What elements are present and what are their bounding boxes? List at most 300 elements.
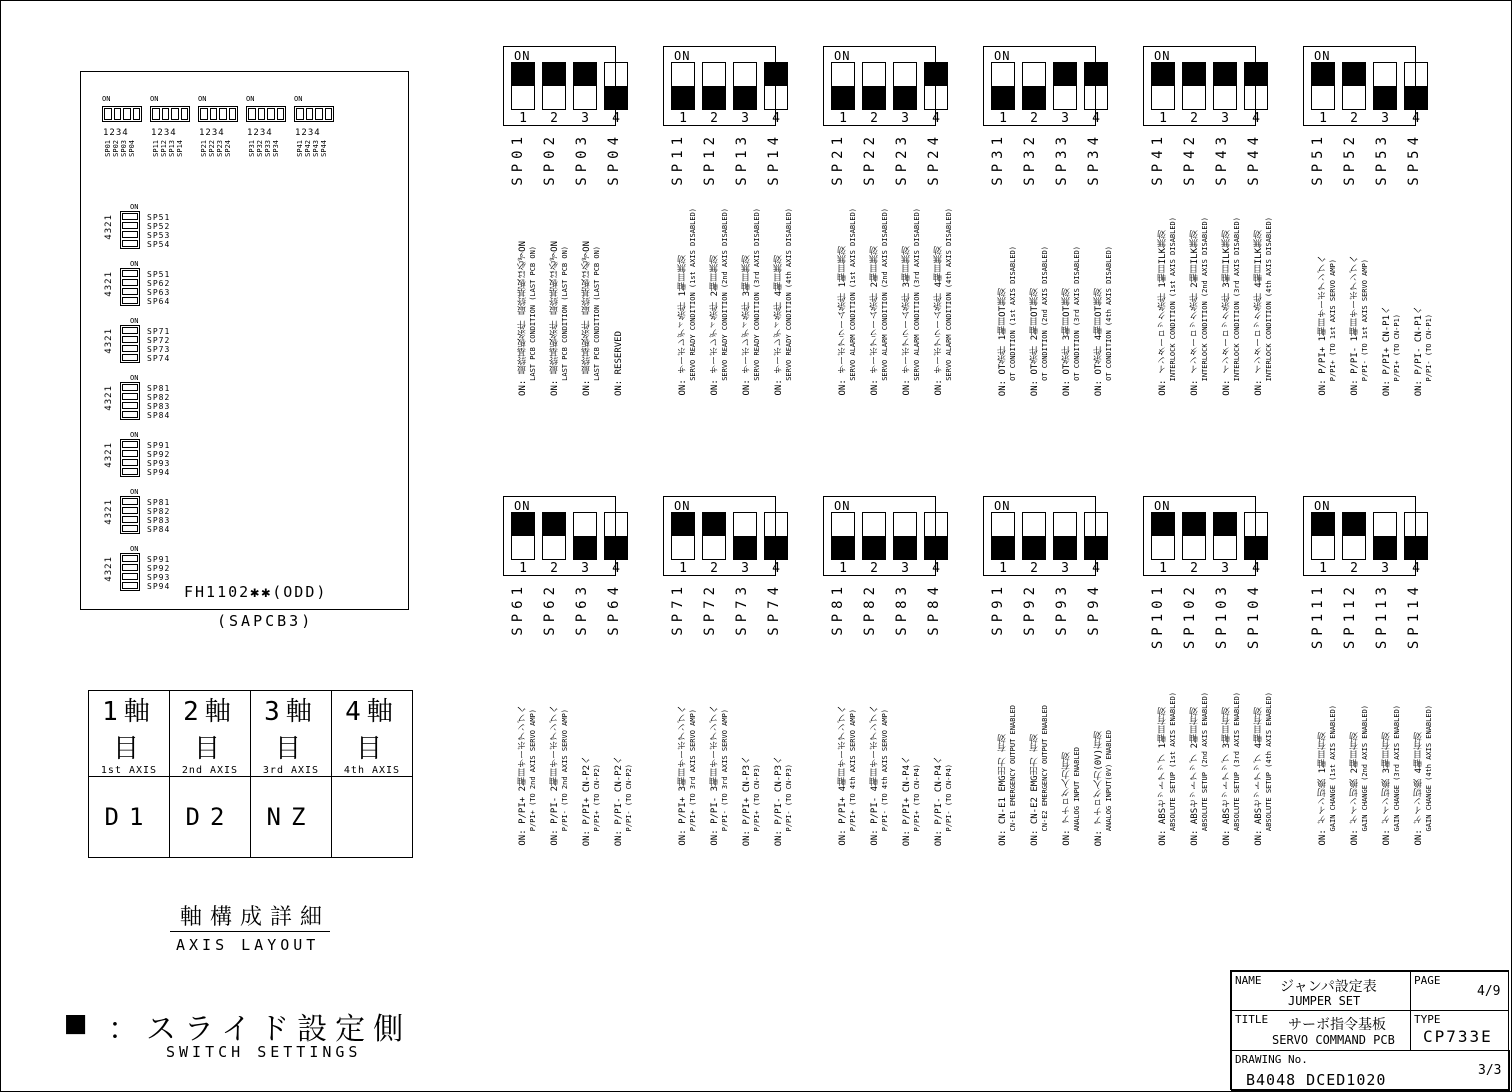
switch-desc-en: OT CONDITION (4th AXIS DISABLED) — [1105, 246, 1113, 381]
switch-desc-en: GAIN CHANGE (2nd AXIS ENABLED) — [1361, 704, 1369, 831]
dip-switch-number: 2 — [1350, 111, 1358, 126]
pcb-side-label: SP62 — [147, 279, 171, 288]
dip-switch-SP61 — [503, 496, 620, 576]
pcb-side-switch-pos — [122, 384, 138, 391]
dip-switch-slider — [1214, 63, 1236, 86]
dip-switch-number: 4 — [772, 111, 780, 126]
switch-label: SP101 — [1150, 582, 1166, 650]
dip-switch-slider — [605, 86, 627, 109]
dip-switch-position — [1151, 62, 1175, 110]
board-sub: (SAPCB3) — [217, 612, 314, 630]
dip-switch-slider — [1343, 513, 1365, 536]
pcb-top-label: SP33 — [264, 140, 272, 157]
pcb-side-switch-pos — [122, 555, 138, 562]
dip-switch-position — [542, 62, 566, 110]
switch-desc-en: SERVO ALARM CONDITION (3rd AXIS DISABLED) — [913, 208, 921, 381]
pcb-side-switch-2 — [120, 325, 140, 363]
dip-switch-slider — [925, 536, 947, 559]
pcb-side-label: SP73 — [147, 345, 171, 354]
dip-switch-number: 4 — [1252, 111, 1260, 126]
dip-switch-position — [831, 512, 855, 560]
switch-desc-en: SERVO READY CONDITION (4th AXIS DISABLED) — [785, 208, 793, 381]
pcb-side-switch-6 — [120, 553, 140, 591]
pcb-side-label: SP52 — [147, 222, 171, 231]
dip-switch-number: 1 — [519, 561, 527, 576]
pcb-top-label: SP31 — [248, 140, 256, 157]
dip-switch-slider — [734, 536, 756, 559]
switch-label: SP23 — [894, 132, 910, 186]
switch-desc-jp: ON: ABSセットアップ 2軸目有効 — [1190, 707, 1200, 846]
dip-switch-position — [862, 62, 886, 110]
pcb-top-switch-pos — [306, 108, 314, 120]
switch-desc-en: P/PI+ (TO 1st AXIS SERVO AMP) — [1329, 258, 1337, 381]
switch-desc-jp: ON: RESERVED — [614, 330, 624, 396]
pcb-side-switch-pos — [122, 213, 138, 220]
dip-switch-slider — [894, 86, 916, 109]
pcb-side-switch-pos — [122, 564, 138, 571]
dip-switch-slider — [1405, 86, 1427, 109]
dip-switch-number: 3 — [1061, 561, 1069, 576]
switch-desc-en: SERVO READY CONDITION (1st AXIS DISABLED) — [689, 208, 697, 381]
dip-switch-number: 1 — [1319, 111, 1327, 126]
switch-desc-en: P/PI+ (TO 4th AXIS SERVO AMP) — [849, 708, 857, 831]
dip-switch-position — [1342, 62, 1366, 110]
dip-switch-slider — [543, 513, 565, 536]
switch-desc-en: P/PI- (TO 3rd AXIS SERVO AMP) — [721, 708, 729, 831]
pcb-top-nums-0: 1234 — [103, 128, 129, 138]
dip-switch-number: 4 — [1092, 561, 1100, 576]
dip-switch-number: 4 — [932, 561, 940, 576]
switch-desc-en: P/PI+ (TO CN-P4) — [913, 763, 921, 831]
switch-label: SP42 — [1182, 132, 1198, 186]
switch-desc-jp: ON: ABSセットアップ 3軸目有効 — [1222, 707, 1232, 846]
pcb-top-nums-3: 1234 — [247, 128, 273, 138]
dip-switch-position — [924, 512, 948, 560]
switch-desc-jp: ON: P/PI- 2軸目サーボアンプへ — [550, 705, 560, 846]
pcb-side-switch-pos — [122, 525, 138, 532]
dip-switch-slider — [992, 536, 1014, 559]
title-cell: TITLE サーボ指令基板 SERVO COMMAND PCB — [1231, 1010, 1411, 1051]
pcb-side-label: SP74 — [147, 354, 171, 363]
dip-switch-slider — [1085, 63, 1107, 86]
switch-desc-en: GAIN CHANGE (3rd AXIS ENABLED) — [1393, 704, 1401, 831]
pcb-top-switch-1 — [150, 106, 190, 122]
dip-switch-number: 4 — [932, 111, 940, 126]
dip-switch-number: 3 — [1381, 561, 1389, 576]
dip-switch-position — [1053, 512, 1077, 560]
switch-desc-en: LAST PCB CONDITION (LAST PCB ON) — [529, 246, 537, 381]
dip-switch-number: 1 — [1159, 111, 1167, 126]
axis-header-1: 1軸目 1st AXIS — [89, 691, 170, 777]
pcb-top-switch-pos — [267, 108, 275, 120]
dip-switch-position — [893, 62, 917, 110]
pcb-side-switch-4 — [120, 439, 140, 477]
pcb-side-label: SP93 — [147, 459, 171, 468]
switch-desc-en: INTERLOCK CONDITION (4th AXIS DISABLED) — [1265, 216, 1273, 381]
pcb-side-label: SP94 — [147, 468, 171, 477]
switch-label: SP62 — [542, 582, 558, 636]
dip-switch-slider — [1343, 63, 1365, 86]
switch-desc-jp: ON: P/PI+ 4軸目サーボアンプへ — [838, 705, 848, 846]
dip-switch-position — [542, 512, 566, 560]
switch-label: SP111 — [1310, 582, 1326, 650]
dip-switch-SP41 — [1143, 46, 1260, 126]
dip-switch-on-label: ON — [514, 499, 531, 513]
dip-switch-position — [893, 512, 917, 560]
dip-switch-position — [1373, 512, 1397, 560]
pcb-top-label: SP34 — [272, 140, 280, 157]
dip-switch-slider — [1374, 536, 1396, 559]
pcb-side-label: SP92 — [147, 450, 171, 459]
dip-switch-slider — [703, 86, 725, 109]
switch-label: SP01 — [510, 132, 526, 186]
dip-switch-slider — [574, 63, 596, 86]
switch-label: SP63 — [574, 582, 590, 636]
dip-switch-number: 2 — [1350, 561, 1358, 576]
pcb-side-label: SP82 — [147, 507, 171, 516]
pcb-side-label: SP92 — [147, 564, 171, 573]
dip-switch-slider — [574, 536, 596, 559]
dip-switch-position — [924, 62, 948, 110]
switch-desc-jp: ON: P/PI+ CN-P4へ — [902, 755, 912, 846]
switch-label: SP51 — [1310, 132, 1326, 186]
pcb-side-switch-pos — [122, 231, 138, 238]
switch-desc-en: CN-E2 EMERGENCY OUTPUT ENABLED — [1041, 704, 1049, 831]
switch-desc-jp: ON: ゲイン切換 3軸目有効 — [1382, 732, 1392, 846]
dip-switch-on-label: ON — [834, 499, 851, 513]
dip-switch-number: 3 — [741, 111, 749, 126]
dip-switch-on-label: ON — [674, 499, 691, 513]
switch-desc-jp: ON: ABSセットアップ 1軸目有効 — [1158, 707, 1168, 846]
axis-layout-underline — [170, 931, 330, 932]
switch-label: SP24 — [926, 132, 942, 186]
axis-header-2: 2軸目 2nd AXIS — [170, 691, 251, 777]
axis-value-1: D1 — [89, 777, 170, 858]
pcb-side-label: SP53 — [147, 231, 171, 240]
switch-label: SP12 — [702, 132, 718, 186]
pcb-side-switch-pos — [122, 288, 138, 295]
dip-switch-position — [1053, 62, 1077, 110]
switch-label: SP83 — [894, 582, 910, 636]
switch-desc-en: ABSOLUTE SETUP (3rd AXIS ENABLED) — [1233, 691, 1241, 831]
switch-desc-jp: ON: P/PI- 1軸目サーボアンプへ — [1350, 255, 1360, 396]
dip-switch-number: 1 — [999, 111, 1007, 126]
dip-switch-position — [1022, 512, 1046, 560]
pcb-side-nums-0: 4321 — [104, 214, 114, 240]
switch-desc-jp: ON: サーボレディ条件 4軸目無効 — [774, 255, 784, 396]
switch-label: SP92 — [1022, 582, 1038, 636]
pcb-top-switch-pos — [123, 108, 131, 120]
pcb-side-label: SP83 — [147, 402, 171, 411]
pcb-top-on-1: ON — [150, 95, 159, 103]
pcb-side-label: SP83 — [147, 516, 171, 525]
dip-switch-slider — [863, 86, 885, 109]
switch-desc-jp: ON: CN-E1 EMG出力 有効 — [998, 734, 1008, 846]
dip-switch-on-label: ON — [514, 49, 531, 63]
legend-en: SWITCH SETTINGS — [166, 1043, 362, 1061]
switch-label: SP02 — [542, 132, 558, 186]
pcb-side-label: SP93 — [147, 573, 171, 582]
switch-desc-jp: ON: P/PI+ CN-P2へ — [582, 755, 592, 846]
switch-desc-en: P/PI+ (TO 2nd AXIS SERVO AMP) — [529, 708, 537, 831]
switch-desc-jp: ON: インターロック条件 4軸目ILK無効 — [1254, 230, 1264, 396]
pcb-top-on-2: ON — [198, 95, 207, 103]
dip-switch-number: 4 — [1252, 561, 1260, 576]
switch-desc-en: P/PI- (TO CN-P4) — [945, 763, 953, 831]
dip-switch-on-label: ON — [1314, 499, 1331, 513]
pcb-top-on-0: ON — [102, 95, 111, 103]
dip-switch-number: 2 — [1190, 111, 1198, 126]
switch-desc-jp: ON: ゲイン切換 1軸目有効 — [1318, 732, 1328, 846]
switch-desc-jp: ON: アナログ入力(0V)有効 — [1094, 730, 1104, 846]
dip-switch-number: 4 — [1092, 111, 1100, 126]
dip-switch-SP111 — [1303, 496, 1420, 576]
dip-switch-position — [1404, 512, 1428, 560]
pcb-top-label: SP41 — [296, 140, 304, 157]
pcb-side-nums-3: 4321 — [104, 385, 114, 411]
pcb-side-switch-pos — [122, 441, 138, 448]
switch-desc-en: ABSOLUTE SETUP (4th AXIS ENABLED) — [1265, 691, 1273, 831]
switch-desc-jp: ON: OT条件 2軸目OT無効 — [1030, 287, 1040, 396]
dip-switch-SP101 — [1143, 496, 1260, 576]
switch-desc-jp: ON: P/PI- CN-P4へ — [934, 755, 944, 846]
axis-value-3: NZ — [251, 777, 332, 858]
switch-label: SP14 — [766, 132, 782, 186]
switch-desc-jp: ON: CN-E2 EMG出力 有効 — [1030, 734, 1040, 846]
switch-desc-en: SERVO READY CONDITION (3rd AXIS DISABLED) — [753, 208, 761, 381]
pcb-side-switch-pos — [122, 459, 138, 466]
switch-label: SP44 — [1246, 132, 1262, 186]
switch-desc-jp: ON: P/PI+ 2軸目サーボアンプへ — [518, 705, 528, 846]
dip-switch-slider — [1183, 513, 1205, 536]
dip-switch-number: 3 — [1381, 111, 1389, 126]
axis-value-4 — [332, 777, 413, 858]
pcb-side-switch-pos — [122, 354, 138, 361]
pcb-top-switch-pos — [200, 108, 208, 120]
pcb-top-switch-pos — [229, 108, 237, 120]
pcb-top-switch-2 — [198, 106, 238, 122]
switch-desc-jp: ON: P/PI+ CN-P3へ — [742, 755, 752, 846]
switch-desc-jp: ON: ゲイン切換 4軸目有効 — [1414, 732, 1424, 846]
dip-switch-position — [702, 62, 726, 110]
dip-switch-slider — [703, 513, 725, 536]
pcb-side-label: SP81 — [147, 384, 171, 393]
pcb-side-nums-1: 4321 — [104, 271, 114, 297]
pcb-side-nums-4: 4321 — [104, 442, 114, 468]
switch-desc-jp: ON: OT条件 4軸目OT無効 — [1094, 287, 1104, 396]
switch-label: SP91 — [990, 582, 1006, 636]
switch-desc-en: SERVO READY CONDITION (2nd AXIS DISABLED) — [721, 208, 729, 381]
pcb-side-label: SP91 — [147, 441, 171, 450]
dip-switch-position — [1404, 62, 1428, 110]
dip-switch-position — [733, 512, 757, 560]
dip-switch-position — [1151, 512, 1175, 560]
switch-desc-jp: ON: 最終基板条件 最終基板は必ずON — [582, 241, 592, 396]
dip-switch-number: 1 — [999, 561, 1007, 576]
dip-switch-on-label: ON — [1154, 49, 1171, 63]
dip-switch-slider — [512, 513, 534, 536]
dip-switch-slider — [1405, 536, 1427, 559]
dip-switch-on-label: ON — [1314, 49, 1331, 63]
dip-switch-number: 4 — [1412, 111, 1420, 126]
dip-switch-number: 3 — [1221, 111, 1229, 126]
switch-desc-en: ANALOG INPUT ENABLED — [1073, 746, 1081, 831]
pcb-side-switch-pos — [122, 507, 138, 514]
dip-switch-number: 3 — [901, 111, 909, 126]
switch-desc-jp: ON: インターロック条件 3軸目ILK無効 — [1222, 230, 1232, 396]
dip-switch-position — [1022, 62, 1046, 110]
pcb-side-on-0: ON — [130, 203, 139, 211]
dip-switch-position — [1213, 62, 1237, 110]
switch-desc-jp: ON: P/PI- 4軸目サーボアンプへ — [870, 705, 880, 846]
dip-switch-slider — [672, 513, 694, 536]
pcb-side-switch-0 — [120, 211, 140, 249]
dip-switch-slider — [1312, 513, 1334, 536]
dip-switch-position — [671, 512, 695, 560]
dip-switch-slider — [543, 63, 565, 86]
switch-label: SP34 — [1086, 132, 1102, 186]
pcb-top-switch-0 — [102, 106, 142, 122]
switch-desc-en: P/PI+ (TO 3rd AXIS SERVO AMP) — [689, 708, 697, 831]
dip-switch-slider — [894, 536, 916, 559]
dip-switch-number: 1 — [839, 561, 847, 576]
switch-label: SP82 — [862, 582, 878, 636]
pcb-side-label: SP51 — [147, 213, 171, 222]
pcb-side-switch-3 — [120, 382, 140, 420]
switch-label: SP112 — [1342, 582, 1358, 650]
dip-switch-number: 3 — [581, 561, 589, 576]
switch-label: SP104 — [1246, 582, 1262, 650]
pcb-top-label: SP43 — [312, 140, 320, 157]
dip-switch-number: 4 — [772, 561, 780, 576]
switch-label: SP32 — [1022, 132, 1038, 186]
dip-switch-slider — [1374, 86, 1396, 109]
switch-desc-en: SERVO ALARM CONDITION (4th AXIS DISABLED) — [945, 208, 953, 381]
dip-switch-position — [1373, 62, 1397, 110]
dip-switch-slider — [832, 536, 854, 559]
dip-switch-position — [1084, 62, 1108, 110]
dip-switch-position — [831, 62, 855, 110]
page-cell: PAGE 4/9 — [1410, 971, 1509, 1011]
switch-desc-jp: ON: P/PI- CN-P3へ — [774, 755, 784, 846]
switch-desc-en: ABSOLUTE SETUP (2nd AXIS ENABLED) — [1201, 691, 1209, 831]
switch-label: SP21 — [830, 132, 846, 186]
pcb-side-label: SP91 — [147, 555, 171, 564]
pcb-top-nums-1: 1234 — [151, 128, 177, 138]
dip-switch-slider — [765, 63, 787, 86]
switch-desc-jp: ON: P/PI- 3軸目サーボアンプへ — [710, 705, 720, 846]
switch-desc-jp: ON: アナログ入力有効 — [1062, 752, 1072, 846]
dip-switch-on-label: ON — [674, 49, 691, 63]
switch-desc-jp: ON: P/PI- CN-P2へ — [614, 755, 624, 846]
dip-switch-number: 1 — [519, 111, 527, 126]
switch-desc-en: SERVO ALARM CONDITION (1st AXIS DISABLED) — [849, 208, 857, 381]
switch-desc-en: P/PI+ (TO CN-P2) — [593, 763, 601, 831]
dip-switch-slider — [1312, 63, 1334, 86]
dip-switch-position — [1182, 62, 1206, 110]
pcb-side-label: SP72 — [147, 336, 171, 345]
switch-desc-jp: ON: P/PI- CN-P1へ — [1414, 305, 1424, 396]
axis-header-3: 3軸目 3rd AXIS — [251, 691, 332, 777]
dip-switch-slider — [1054, 63, 1076, 86]
switch-label: SP03 — [574, 132, 590, 186]
pcb-top-label: SP21 — [200, 140, 208, 157]
switch-desc-jp: ON: ABSセットアップ 4軸目有効 — [1254, 707, 1264, 846]
dip-switch-number: 2 — [1190, 561, 1198, 576]
pcb-top-switch-pos — [315, 108, 323, 120]
pcb-top-switch-pos — [219, 108, 227, 120]
pcb-side-nums-5: 4321 — [104, 499, 114, 525]
dip-switch-slider — [1245, 536, 1267, 559]
switch-label: SP41 — [1150, 132, 1166, 186]
switch-label: SP74 — [766, 582, 782, 636]
switch-desc-jp: ON: OT条件 3軸目OT無効 — [1062, 287, 1072, 396]
pcb-top-label: SP01 — [104, 140, 112, 157]
pcb-side-label: SP64 — [147, 297, 171, 306]
dip-switch-position — [991, 62, 1015, 110]
switch-label: SP43 — [1214, 132, 1230, 186]
dip-switch-number: 1 — [839, 111, 847, 126]
pcb-top-switch-pos — [162, 108, 170, 120]
pcb-side-switch-pos — [122, 327, 138, 334]
dip-switch-slider — [605, 536, 627, 559]
dip-switch-number: 3 — [1221, 561, 1229, 576]
dip-switch-number: 3 — [741, 561, 749, 576]
switch-desc-jp: ON: インターロック条件 2軸目ILK無効 — [1190, 230, 1200, 396]
pcb-top-switch-3 — [246, 106, 286, 122]
pcb-side-label: SP54 — [147, 240, 171, 249]
dip-switch-on-label: ON — [994, 49, 1011, 63]
switch-desc-jp: ON: P/PI+ 1軸目サーボアンプへ — [1318, 255, 1328, 396]
pcb-top-nums-2: 1234 — [199, 128, 225, 138]
pcb-side-switch-pos — [122, 498, 138, 505]
switch-desc-jp: ON: サーボアラーム条件 2軸目無効 — [870, 246, 880, 396]
switch-desc-jp: ON: サーボアラーム条件 4軸目無効 — [934, 246, 944, 396]
dip-switch-number: 4 — [612, 111, 620, 126]
switch-desc-en: LAST PCB CONDITION (LAST PCB ON) — [561, 246, 569, 381]
pcb-side-label: SP71 — [147, 327, 171, 336]
dip-switch-on-label: ON — [834, 49, 851, 63]
dip-switch-number: 3 — [1061, 111, 1069, 126]
dip-switch-number: 2 — [550, 111, 558, 126]
dip-switch-slider — [1183, 63, 1205, 86]
dip-switch-position — [604, 62, 628, 110]
switch-label: SP81 — [830, 582, 846, 636]
name-cell: NAME ジャンパ設定表 JUMPER SET — [1231, 971, 1411, 1011]
dip-switch-position — [1311, 62, 1335, 110]
dip-switch-number: 2 — [870, 111, 878, 126]
pcb-side-switch-1 — [120, 268, 140, 306]
dip-switch-slider — [734, 86, 756, 109]
dip-switch-slider — [863, 536, 885, 559]
switch-label: SP64 — [606, 582, 622, 636]
dip-switch-number: 2 — [1030, 111, 1038, 126]
switch-desc-en: P/PI- (TO CN-P1) — [1425, 313, 1433, 381]
dip-switch-on-label: ON — [1154, 499, 1171, 513]
pcb-side-label: SP81 — [147, 498, 171, 507]
switch-desc-jp: ON: サーボアラーム条件 1軸目無効 — [838, 246, 848, 396]
pcb-top-nums-4: 1234 — [295, 128, 321, 138]
dip-switch-position — [1342, 512, 1366, 560]
dip-switch-number: 2 — [870, 561, 878, 576]
switch-label: SP31 — [990, 132, 1006, 186]
switch-desc-jp: ON: OT条件 1軸目OT無効 — [998, 287, 1008, 396]
pcb-side-label: SP84 — [147, 411, 171, 420]
pcb-top-switch-pos — [248, 108, 256, 120]
drawing-cell: DRAWING No. B4048 DCED1020 3/3 — [1231, 1050, 1510, 1091]
pcb-side-nums-6: 4321 — [104, 556, 114, 582]
switch-desc-en: P/PI+ (TO CN-P3) — [753, 763, 761, 831]
